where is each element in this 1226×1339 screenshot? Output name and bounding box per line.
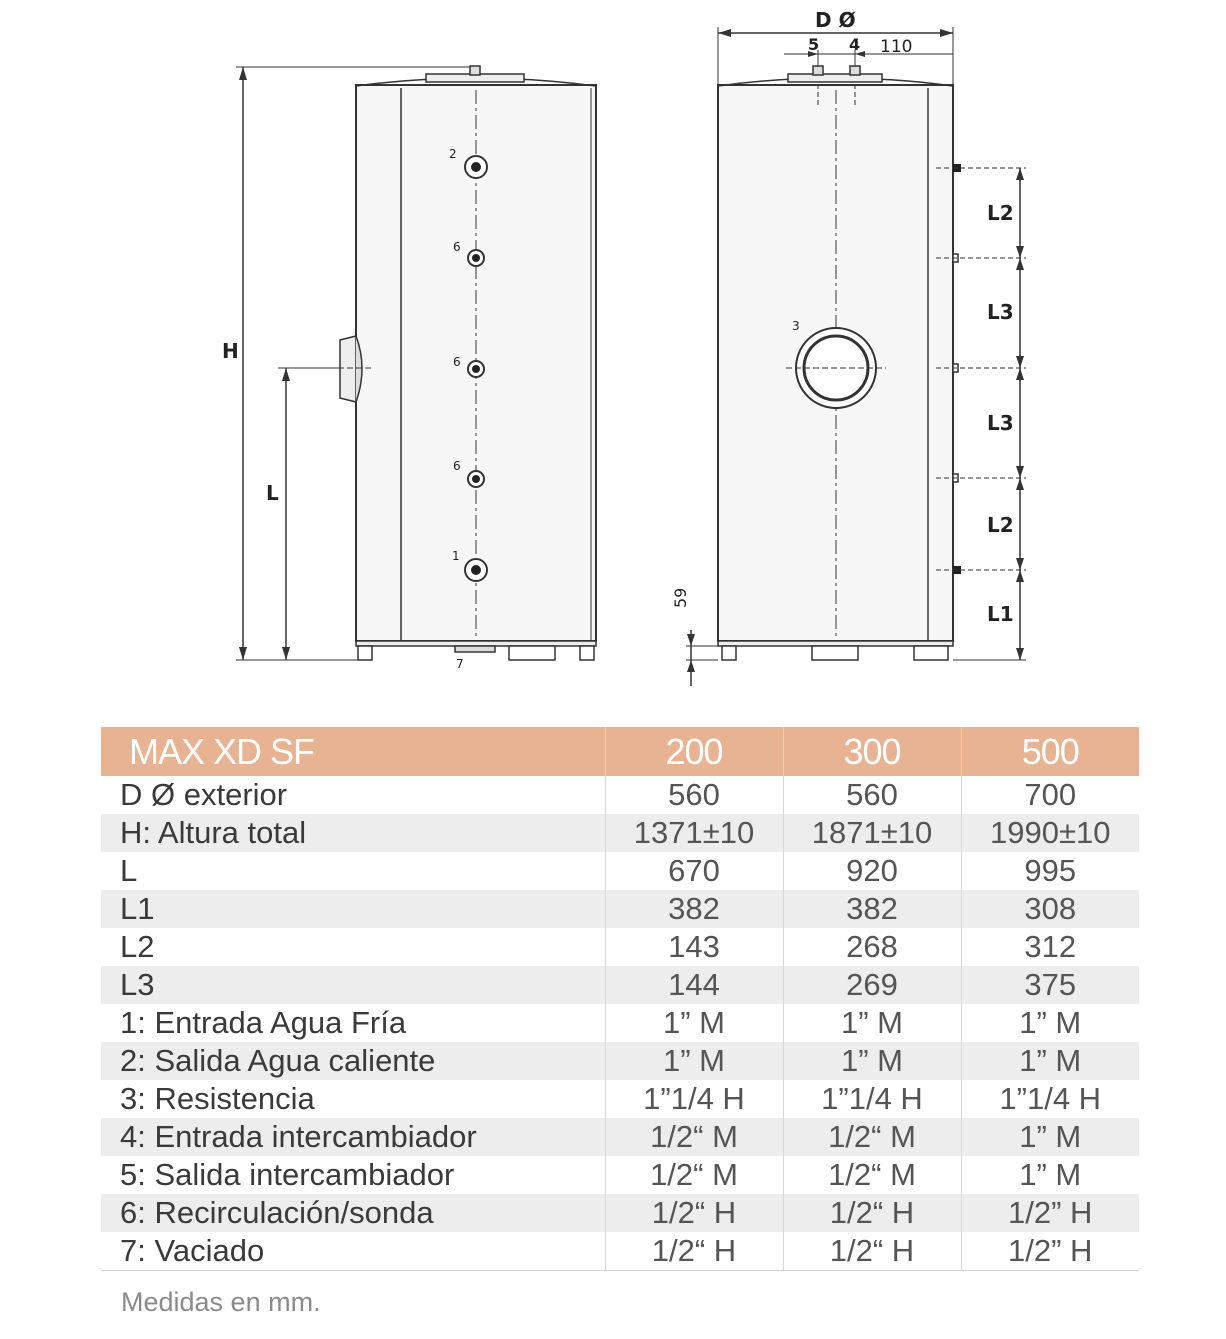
dim-side-L2-bottom: L2 [987,513,1014,537]
row-value-200: 1”1/4 H [605,1080,783,1118]
dim-4-label: 4 [849,35,861,54]
row-label: L [120,853,138,888]
table-header-row [101,727,1139,776]
row-value-300: 560 [783,776,961,814]
row-value-500: 1”1/4 H [961,1080,1139,1118]
row-value-200: 1/2“ H [605,1232,783,1271]
dim-H-label: H [222,339,239,363]
row-value-500: 1” M [961,1004,1139,1042]
row-value-300: 1871±10 [783,814,961,852]
dim-110-label: 110 [880,37,913,57]
row-value-200: 1” M [605,1004,783,1042]
row-value-300: 269 [783,966,961,1004]
table-row [101,928,1139,966]
dim-L-label: L [266,481,279,505]
table-body [101,776,1139,1271]
model-header-200: 200 [605,727,783,776]
row-label: L3 [101,966,605,1004]
row-value-300: 1” M [783,1004,961,1042]
row-value-300: 382 [783,890,961,928]
row-label: 6: Recirculación/sonda [101,1194,605,1232]
table-row [101,852,1139,890]
measurement-note: Medidas en mm. [121,1287,321,1317]
row-value-300: 920 [783,852,961,890]
table-row [101,966,1139,1004]
dim-side-L3-lower: L3 [987,411,1014,435]
dim-side-L2-top: L2 [987,201,1014,225]
row-value-300: 1” M [783,1042,961,1080]
connection-label-7: 7 [456,657,464,671]
row-value-500: 700 [961,776,1139,814]
dim-5-label: 5 [808,35,820,54]
dim-diameter-label: D Ø [815,8,856,32]
row-label: 1: Entrada Agua Fría [120,1005,407,1040]
row-value-500: 308 [961,890,1139,928]
row-value-200: 1371±10 [605,814,783,852]
row-label: 4: Entrada intercambiador [101,1118,605,1156]
row-value-300: 1”1/4 H [783,1080,961,1118]
row-value-500: 1/2” H [961,1232,1139,1271]
row-value-200: 1/2“ H [605,1194,783,1232]
row-label: 2: Salida Agua caliente [101,1042,605,1080]
row-value-300: 1/2“ H [783,1194,961,1232]
connection-label-6b: 6 [453,355,461,369]
table-row [101,1118,1139,1156]
dim-59-label: 59 [671,587,690,608]
row-value-200: 143 [605,928,783,966]
table-row [101,1156,1139,1194]
row-value-500: 1990±10 [961,814,1139,852]
connection-label-6a: 6 [453,240,461,254]
row-value-300: 1/2“ H [783,1232,961,1271]
table-title: MAX XD SF [101,727,605,776]
table-row [101,776,1139,814]
table-row [101,1194,1139,1232]
left-view [222,66,596,671]
connection-label-2: 2 [449,147,457,161]
row-value-200: 670 [605,852,783,890]
row-value-200: 1” M [605,1042,783,1080]
row-label: 5: Salida intercambiador [120,1157,455,1192]
dim-side-L1: L1 [987,602,1014,626]
connection-label-3: 3 [792,319,800,333]
row-label: 3: Resistencia [120,1081,315,1116]
row-value-300: 268 [783,928,961,966]
row-value-500: 1” M [961,1156,1139,1194]
table-row [101,1232,1139,1271]
row-value-200: 1/2“ M [605,1156,783,1194]
row-value-500: 375 [961,966,1139,1004]
row-value-500: 1/2” H [961,1194,1139,1232]
right-view [671,8,1026,686]
row-label: 7: Vaciado [101,1232,605,1271]
row-value-200: 1/2“ M [605,1118,783,1156]
table-row [101,1080,1139,1118]
row-value-300: 1/2“ M [783,1156,961,1194]
row-label: L2 [120,929,155,964]
row-value-500: 1” M [961,1042,1139,1080]
row-value-200: 560 [605,776,783,814]
model-header-300: 300 [783,727,961,776]
table-row [101,1004,1139,1042]
row-label: L1 [101,890,605,928]
table-row [101,1042,1139,1080]
row-label: D Ø exterior [120,777,288,812]
table-row [101,890,1139,928]
dim-side-L3-upper: L3 [987,300,1014,324]
row-value-200: 382 [605,890,783,928]
model-header-500: 500 [961,727,1139,776]
row-value-200: 144 [605,966,783,1004]
row-value-300: 1/2“ M [783,1118,961,1156]
spec-table [101,727,1139,1271]
row-value-500: 312 [961,928,1139,966]
table-row [101,814,1139,852]
row-value-500: 995 [961,852,1139,890]
connection-label-6c: 6 [453,459,461,473]
row-label: H: Altura total [101,814,605,852]
connection-label-1: 1 [452,549,460,563]
row-value-500: 1” M [961,1118,1139,1156]
